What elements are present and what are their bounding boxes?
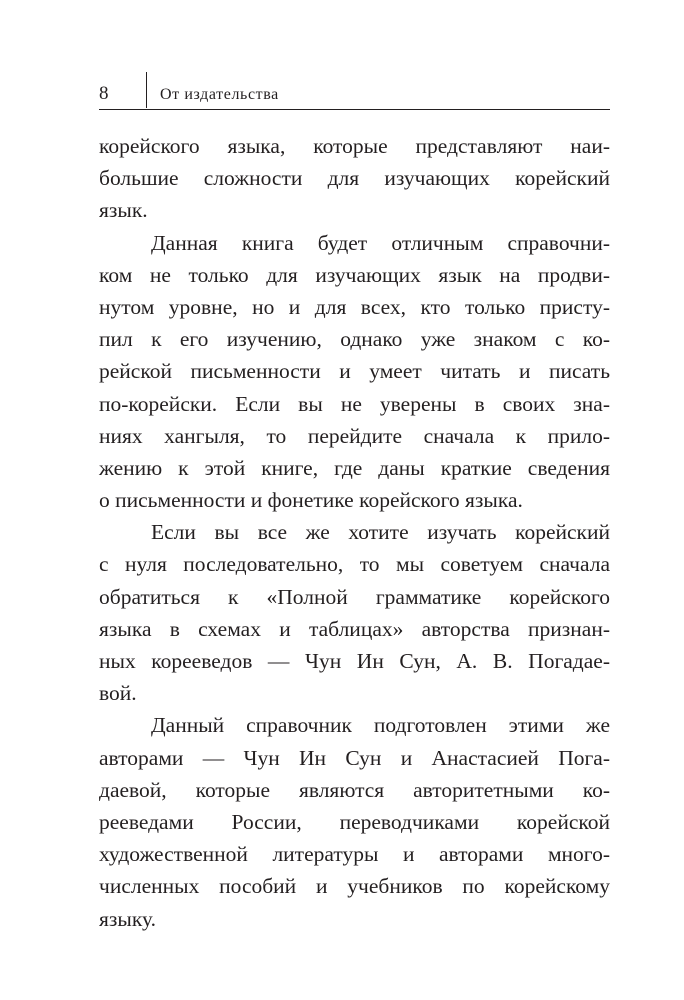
text-line: по-корейски. Если вы не уверены в своих зна- xyxy=(99,391,610,416)
text-line: обратиться к «Полной грамматике корейского xyxy=(99,584,610,609)
text-line: жению к этой книге, где даны краткие сведения xyxy=(99,455,610,480)
text-line: большие сложности для изучающих корейский xyxy=(99,166,610,191)
running-head xyxy=(99,70,610,110)
text-line: вой. xyxy=(99,681,137,706)
text-line: язык. xyxy=(99,198,148,223)
text-line: пил к его изучению, однако уже знаком с ко- xyxy=(99,327,610,352)
text-line: нутом уровне, но и для всех, кто только присту- xyxy=(99,294,610,319)
text-line: рейской письменности и умеет читать и писать xyxy=(99,359,610,384)
text-line: с нуля последовательно, то мы советуем сначала xyxy=(99,552,610,577)
header-divider xyxy=(146,72,147,108)
text-line: языку. xyxy=(99,906,156,931)
page-number: 8 xyxy=(99,83,109,104)
text-line: численных пособий и учебников по корейскому xyxy=(99,874,610,899)
text-line: даевой, которые являются авторитетными ко- xyxy=(99,777,610,802)
text-line: о письменности и фонетике корейского языка. xyxy=(99,488,523,513)
text-line: художественной литературы и авторами много- xyxy=(99,842,610,867)
text-line: Данная книга будет отличным справочни- xyxy=(151,230,610,255)
text-line: Данный справочник подготовлен этими же xyxy=(151,713,610,738)
text-line: корейского языка, которые представляют наи- xyxy=(99,134,610,158)
body-text xyxy=(99,130,610,935)
text-line: языка в схемах и таблицах» авторства признан- xyxy=(99,616,610,641)
text-line: ных корееведов — Чун Ин Сун, А. В. Погадае- xyxy=(99,649,610,673)
header-rule xyxy=(99,109,610,110)
text-line: Если вы все же хотите изучать корейский xyxy=(151,520,610,545)
text-line: рееведами России, переводчиками корейской xyxy=(99,809,610,834)
section-title: От издательства xyxy=(160,86,279,103)
text-line: ниях хангыля, то перейдите сначала к прило- xyxy=(99,423,610,448)
text-line: ком не только для изучающих язык на продви- xyxy=(99,262,610,287)
text-line: авторами — Чун Ин Сун и Анастасией Пога- xyxy=(99,745,610,770)
